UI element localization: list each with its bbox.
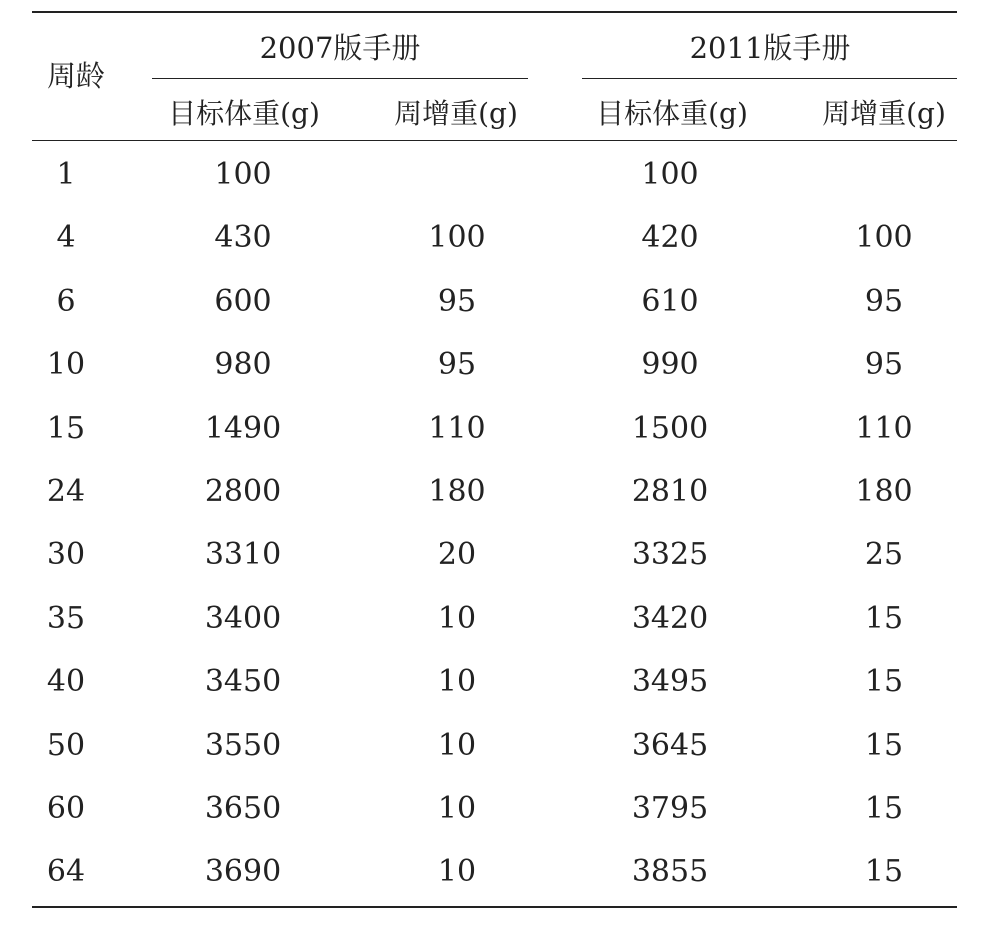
header-target-weight-2011: 目标体重(g) xyxy=(596,97,748,130)
cell-week: 40 xyxy=(46,664,86,700)
table-row xyxy=(0,220,992,286)
cell-gain-2007: 20 xyxy=(437,537,477,573)
header-target-weight-2007: 目标体重(g) xyxy=(168,97,320,130)
cell-gain-2011: 100 xyxy=(855,220,913,256)
cell-gain-2011: 15 xyxy=(864,664,904,700)
cell-week: 10 xyxy=(46,347,86,383)
cell-week: 1 xyxy=(56,157,76,192)
cell-target-2011: 1500 xyxy=(631,410,709,446)
cell-target-2011: 3855 xyxy=(631,854,709,890)
cell-gain-2011: 95 xyxy=(864,283,904,319)
cell-week: 60 xyxy=(46,790,86,826)
cell-gain-2011: 25 xyxy=(864,537,904,573)
cell-gain-2011: 95 xyxy=(864,347,904,383)
group-2011-underline xyxy=(582,78,957,79)
cell-target-2011: 3645 xyxy=(631,727,709,763)
cell-week: 24 xyxy=(46,473,86,509)
table-body xyxy=(0,157,992,921)
cell-week: 35 xyxy=(46,600,86,636)
cell-week: 30 xyxy=(46,537,86,573)
cell-week: 15 xyxy=(46,410,86,446)
cell-gain-2011: 15 xyxy=(864,790,904,826)
cell-gain-2007: 95 xyxy=(437,347,477,383)
cell-week: 64 xyxy=(46,854,86,890)
cell-target-2011: 3495 xyxy=(631,664,709,700)
cell-gain-2011: 15 xyxy=(864,600,904,636)
group-2007-underline xyxy=(152,78,528,79)
cell-target-2011: 990 xyxy=(641,347,699,383)
table-row xyxy=(0,347,992,413)
header-group-2007: 2007版手册 xyxy=(259,31,421,65)
table-row xyxy=(0,410,992,477)
cell-target-2007: 3650 xyxy=(204,790,282,826)
cell-gain-2007: 10 xyxy=(437,854,477,890)
cell-target-2011: 610 xyxy=(641,283,699,319)
cell-target-2007: 3400 xyxy=(204,600,282,636)
table-row xyxy=(0,473,992,540)
cell-week: 4 xyxy=(56,220,76,256)
cell-target-2011: 420 xyxy=(641,220,699,256)
table-row xyxy=(0,664,992,730)
cell-gain-2011: 180 xyxy=(855,473,913,509)
table-row xyxy=(0,790,992,857)
header-weekly-gain-2011: 周增重(g) xyxy=(822,97,946,130)
cell-gain-2007: 95 xyxy=(437,283,477,319)
cell-target-2011: 100 xyxy=(641,157,699,192)
header-week-age: 周龄 xyxy=(46,59,106,93)
table-row xyxy=(0,283,992,350)
cell-gain-2011: 15 xyxy=(864,727,904,763)
cell-target-2007: 430 xyxy=(214,220,272,256)
cell-gain-2007: 100 xyxy=(428,220,486,256)
cell-gain-2007: 180 xyxy=(428,473,486,509)
cell-gain-2007: 10 xyxy=(437,790,477,826)
cell-gain-2007: 110 xyxy=(428,410,486,446)
cell-target-2007: 2800 xyxy=(204,473,282,509)
cell-target-2011: 3325 xyxy=(631,537,709,573)
table-row xyxy=(0,854,992,920)
cell-gain-2007: 10 xyxy=(437,727,477,763)
cell-target-2007: 980 xyxy=(214,347,272,383)
header-bottom-rule xyxy=(32,140,957,141)
cell-week: 6 xyxy=(56,283,76,319)
cell-target-2007: 3690 xyxy=(204,854,282,890)
cell-target-2011: 3420 xyxy=(631,600,709,636)
cell-target-2011: 3795 xyxy=(631,790,709,826)
cell-target-2007: 100 xyxy=(214,157,272,192)
cell-gain-2007: 10 xyxy=(437,600,477,636)
table-top-rule xyxy=(32,11,957,13)
cell-gain-2011: 110 xyxy=(855,410,913,446)
cell-gain-2007: 10 xyxy=(437,664,477,700)
table-row xyxy=(0,600,992,667)
cell-target-2007: 3550 xyxy=(204,727,282,763)
cell-target-2007: 3450 xyxy=(204,664,282,700)
table-row xyxy=(0,537,992,603)
cell-week: 50 xyxy=(46,727,86,763)
cell-target-2011: 2810 xyxy=(631,473,709,509)
header-group-2011: 2011版手册 xyxy=(689,31,851,65)
table-row xyxy=(0,157,992,223)
table-row xyxy=(0,727,992,794)
cell-target-2007: 600 xyxy=(214,283,272,319)
cell-target-2007: 3310 xyxy=(204,537,282,573)
cell-gain-2011: 15 xyxy=(864,854,904,890)
header-weekly-gain-2007: 周增重(g) xyxy=(394,97,518,130)
cell-target-2007: 1490 xyxy=(204,410,282,446)
